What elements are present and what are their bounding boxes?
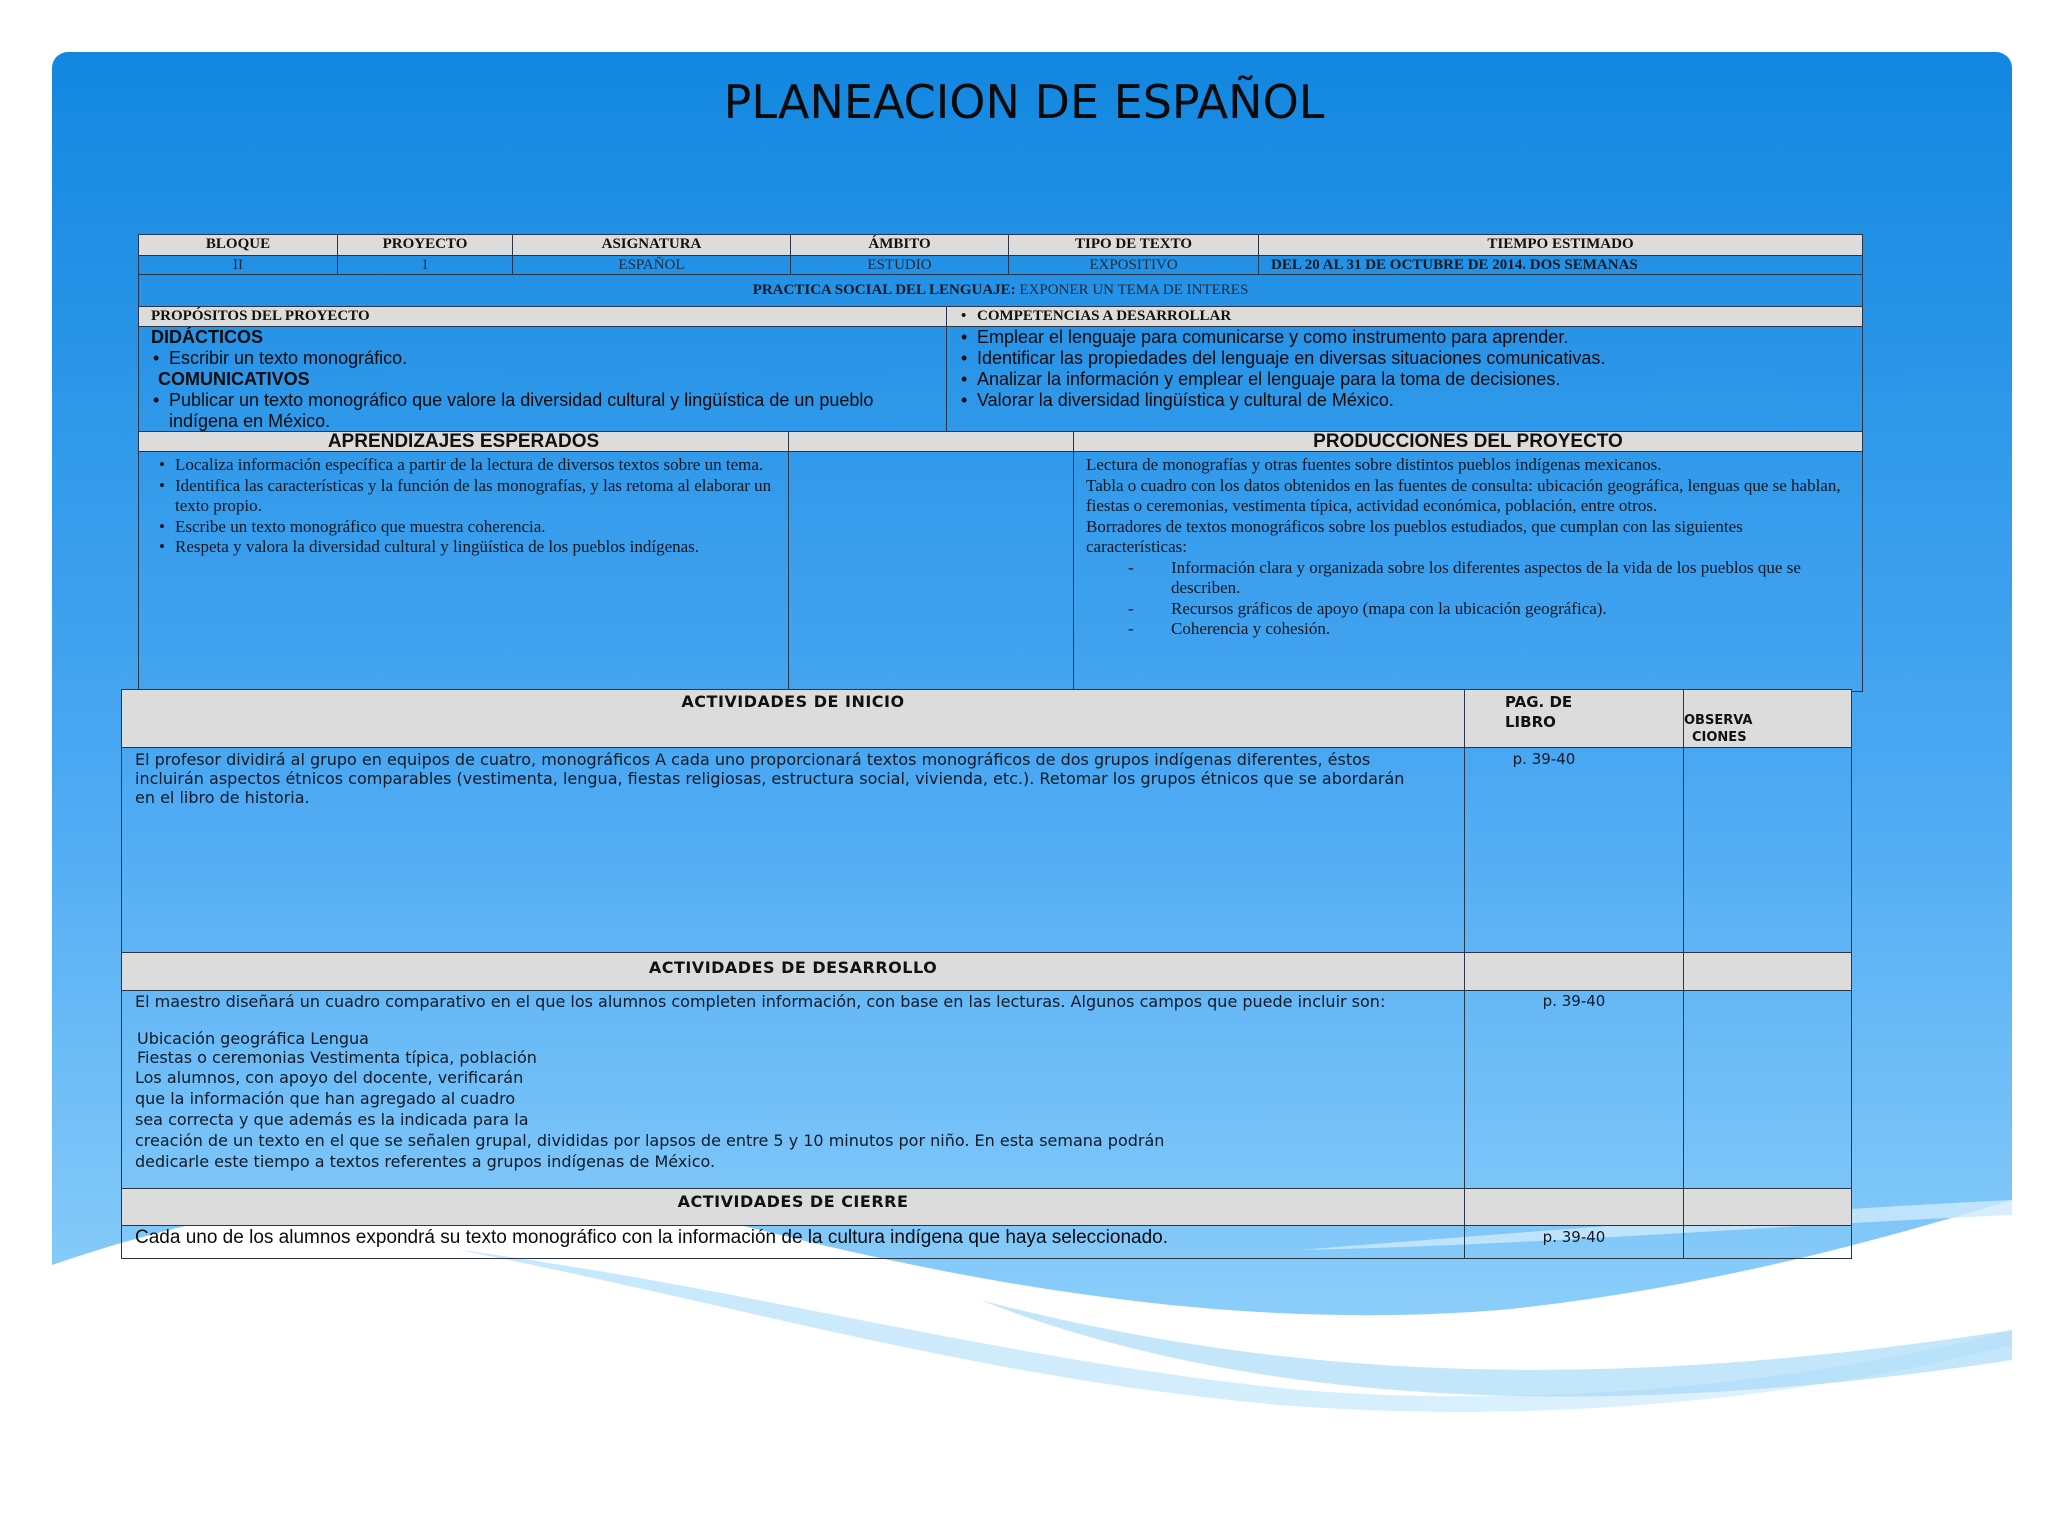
competencias-header: • COMPETENCIAS A DESARROLLAR (959, 307, 1862, 325)
desarrollo-obs-header (1683, 952, 1851, 990)
bloque-value: II (139, 255, 337, 274)
col-ambito-header: ÁMBITO (790, 235, 1008, 255)
desarrollo-pag-header (1464, 952, 1683, 990)
practica-social-label: PRACTICA SOCIAL DEL LENGUAJE: (752, 282, 1016, 298)
actividades-cierre-header: ACTIVIDADES DE CIERRE (122, 1188, 1464, 1225)
didacticos-item: • Escribir un texto monográfico. (151, 348, 932, 369)
produccion-paragraph: Borradores de textos monográficos sobre los pueblos estudiados, que cumplan con las siguientes características: (1086, 516, 1743, 556)
aprendizaje-item: • Escribe un texto monográfico que muestra coherencia. (157, 517, 774, 538)
col-bloque-header: BLOQUE (139, 235, 337, 255)
aprendizaje-item: • Localiza información específica a partir de la lectura de diversos textos sobre un tema. (157, 455, 774, 476)
desarrollo-line: Fiestas o ceremonias Vestimenta típica, población (137, 1048, 537, 1067)
ambito-value: ESTUDIO (790, 255, 1008, 274)
comunicativos-item: • Publicar un texto monográfico que valore la diversidad cultural y lingüística de un pueblo indígena en México. (151, 390, 932, 431)
propositos-header: PROPÓSITOS DEL PROYECTO (139, 306, 946, 326)
didacticos-label: DIDÁCTICOS (151, 327, 263, 347)
comunicativos-label: COMUNICATIVOS (158, 369, 310, 389)
project-info-table (138, 234, 1863, 692)
actividades-inicio-text: El profesor dividirá al grupo en equipos de cuatro, monográficos A cada uno proporcionará textos monográficos de dos grupos indígenas diferentes, éstos incluirán aspectos étnicos comparables (vestimenta, lengua, fiestas religiosas, estructura social, vivienda, etc.). Retomar los grupos étnicos que se abordarán en el libro de historia. (122, 747, 1464, 952)
propositos-body (139, 326, 946, 431)
desarrollo-intro: El maestro diseñará un cuadro comparativo en el que los alumnos completen información, con base en las lecturas. Algunos campos que puede incluir son: (135, 992, 1386, 1011)
producciones-header: PRODUCCIONES DEL PROYECTO (1073, 431, 1862, 451)
aprendizajes-body (139, 451, 788, 691)
col-proyecto-header: PROYECTO (337, 235, 512, 255)
desarrollo-line: Los alumnos, con apoyo del docente, verificarán (135, 1068, 524, 1087)
asignatura-value: ESPAÑOL (512, 255, 790, 274)
tiempo-value: DEL 20 AL 31 DE OCTUBRE DE 2014. DOS SEMANAS (1258, 255, 1862, 274)
observaciones-header-line2: CIONES (1692, 730, 1747, 745)
desarrollo-pag: p. 39-40 (1464, 990, 1683, 1188)
activities-table (121, 689, 1852, 1259)
pag-libro-header-line1: PAG. DE (1505, 693, 1573, 711)
inicio-pag: p. 39-40 (1464, 747, 1683, 952)
proyecto-value: 1 (337, 255, 512, 274)
aprendizaje-item: • Identifica las características y la función de las monografías, y las retoma al elaborar un texto propio. (157, 476, 774, 517)
actividades-desarrollo-header: ACTIVIDADES DE DESARROLLO (122, 952, 1464, 990)
competencia-item: • Identificar las propiedades del lenguaje en diversas situaciones comunicativas. (959, 348, 1850, 369)
pag-libro-header-line2: LIBRO (1505, 713, 1556, 731)
produccion-paragraph: Lectura de monografías y otras fuentes sobre distintos pueblos indígenas mexicanos. (1086, 455, 1662, 474)
cierre-obs-header (1683, 1188, 1851, 1225)
pag-libro-header (1464, 690, 1683, 747)
produccion-dash-item: - Información clara y organizada sobre los diferentes aspectos de la vida de los pueblos que se describen. (1086, 558, 1842, 599)
desarrollo-line: Ubicación geográfica Lengua (137, 1029, 369, 1048)
observaciones-header-line1: OBSERVA (1684, 713, 1753, 728)
actividades-desarrollo-body (122, 990, 1464, 1188)
competencia-item: • Emplear el lenguaje para comunicarse y como instrumento para aprender. (959, 327, 1850, 348)
cierre-pag-header (1464, 1188, 1683, 1225)
empty-middle-cell (788, 451, 1073, 691)
col-tiempo-header: TIEMPO ESTIMADO (1258, 235, 1862, 255)
produccion-paragraph: Tabla o cuadro con los datos obtenidos en las fuentes de consulta: ubicación geográfica, lenguas que se hablan, fiestas o ceremonias, vestimenta típica, actividad económica, población, entre otros. (1086, 475, 1841, 515)
desarrollo-observaciones (1683, 990, 1851, 1188)
competencia-item: • Valorar la diversidad lingüística y cultural de México. (959, 390, 1850, 411)
col-tipo-texto-header: TIPO DE TEXTO (1008, 235, 1258, 255)
desarrollo-line: que la información que han agregado al cuadro (135, 1089, 516, 1108)
practica-social-value: EXPONER UN TEMA DE INTERES (1019, 282, 1249, 298)
competencias-body (946, 326, 1862, 431)
page-title: PLANEACION DE ESPAÑOL (723, 75, 1325, 129)
desarrollo-line: creación de un texto en el que se señalen grupal, divididas por lapsos de entre 5 y 10 minutos por niño. En esta semana podrán (135, 1131, 1165, 1150)
actividades-inicio-header: ACTIVIDADES DE INICIO (122, 690, 1464, 747)
produccion-dash-item: - Coherencia y cohesión. (1086, 619, 1842, 640)
producciones-body (1073, 451, 1862, 691)
desarrollo-line: sea correcta y que además es la indicada para la (135, 1110, 529, 1129)
observaciones-header (1683, 690, 1851, 747)
cierre-pag: p. 39-40 (1464, 1225, 1683, 1258)
tipo-texto-value: EXPOSITIVO (1008, 255, 1258, 274)
competencia-item: • Analizar la información y emplear el lenguaje para la toma de decisiones. (959, 369, 1850, 390)
actividades-cierre-text: Cada uno de los alumnos expondrá su texto monográfico con la información de la cultura indígena que haya seleccionado. (122, 1225, 1464, 1258)
desarrollo-line: dedicarle este tiempo a textos referentes a grupos indígenas de México. (135, 1152, 716, 1171)
col-asignatura-header: ASIGNATURA (512, 235, 790, 255)
produccion-dash-item: - Recursos gráficos de apoyo (mapa con la ubicación geográfica). (1086, 599, 1842, 620)
competencias-header-cell (946, 306, 1862, 326)
empty-header-cell (788, 431, 1073, 451)
cierre-observaciones (1683, 1225, 1851, 1258)
inicio-observaciones (1683, 747, 1851, 952)
practica-social-row (139, 274, 1862, 306)
aprendizaje-item: • Respeta y valora la diversidad cultural y lingüística de los pueblos indígenas. (157, 537, 774, 558)
aprendizajes-header: APRENDIZAJES ESPERADOS (139, 431, 788, 451)
